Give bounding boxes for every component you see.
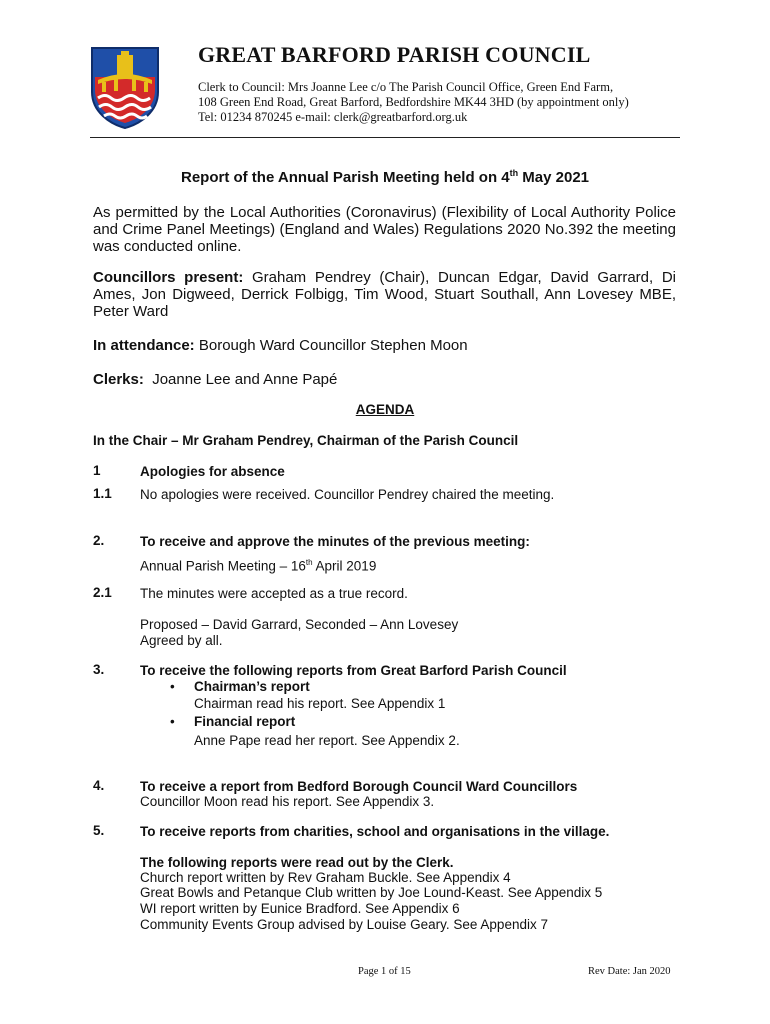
item-3-title: To receive the following reports from Great Barford Parish Council: [140, 663, 567, 678]
item-3-bullet-2-title: Financial report: [194, 714, 296, 729]
item-4-number: 4.: [93, 778, 105, 793]
item-2-number: 2.: [93, 533, 105, 548]
in-attendance: In attendance: Borough Ward Councillor Stephen Moon: [93, 337, 468, 354]
item-1-title: Apologies for absence: [140, 464, 285, 479]
parish-crest-logo: [90, 46, 160, 130]
council-name: GREAT BARFORD PARISH COUNCIL: [198, 42, 591, 67]
report-title: Report of the Annual Parish Meeting held on 4th May 2021: [180, 168, 590, 186]
item-2-1-number: 2.1: [93, 585, 112, 600]
revision-date: Rev Date: Jan 2020: [588, 966, 671, 977]
header-divider: [90, 137, 680, 138]
page-number: Page 1 of 15: [358, 966, 411, 977]
item-5-title: To receive reports from charities, school and organisations in the village.: [140, 824, 610, 839]
item-3-number: 3.: [93, 662, 105, 677]
item-5-line-4: Community Events Group advised by Louise Geary. See Appendix 7: [140, 917, 548, 932]
item-2-1-agreed: Agreed by all.: [140, 633, 223, 648]
councillors-present: Councillors present: Graham Pendrey (Chair), Duncan Edgar, David Garrard, Di Ames, Jon Digweed, Derrick Folbigg, Tim Wood, Stuart Southall, Ann Lovesey MBE, Peter Ward: [93, 269, 677, 320]
bullet-icon: •: [170, 679, 175, 694]
intro-paragraph: As permitted by the Local Authorities (Coronavirus) (Flexibility of Local Authority Police and Crime Panel Meetings) (England and Wales) Regulations 2020 No.392 the meeting was conducted online.: [93, 204, 676, 255]
item-1-number: 1: [93, 463, 101, 478]
clerks: Clerks: Joanne Lee and Anne Papé: [93, 371, 338, 388]
item-2-1-proposed: Proposed – David Garrard, Seconded – Ann Lovesey: [140, 617, 459, 632]
item-1-1-text: No apologies were received. Councillor Pendrey chaired the meeting.: [140, 487, 555, 502]
item-1-1-number: 1.1: [93, 486, 112, 501]
item-5-line-3: WI report written by Eunice Bradford. See Appendix 6: [140, 901, 460, 916]
item-5-subtitle: The following reports were read out by the Clerk.: [140, 855, 454, 870]
item-4-text: Councillor Moon read his report. See Appendix 3.: [140, 794, 435, 809]
chair-line: In the Chair – Mr Graham Pendrey, Chairman of the Parish Council: [93, 433, 519, 448]
item-2-title: To receive and approve the minutes of the previous meeting:: [140, 534, 530, 549]
item-2-1-text: The minutes were accepted as a true record.: [140, 586, 408, 601]
item-3-bullet-1-text: Chairman read his report. See Appendix 1: [194, 696, 446, 711]
item-2-subtitle: Annual Parish Meeting – 16th April 2019: [140, 558, 377, 574]
item-4-title: To receive a report from Bedford Borough Council Ward Councillors: [140, 779, 578, 794]
address-line-1: Clerk to Council: Mrs Joanne Lee c/o The Parish Council Office, Green End Farm,: [198, 80, 614, 94]
item-3-bullet-2-text: Anne Pape read her report. See Appendix 2.: [194, 733, 460, 748]
address-line-3: Tel: 01234 870245 e-mail: clerk@greatbarford.org.uk: [198, 110, 468, 124]
bullet-icon: •: [170, 714, 175, 729]
item-5-line-2: Great Bowls and Petanque Club written by Joe Lound-Keast. See Appendix 5: [140, 885, 603, 900]
item-5-number: 5.: [93, 823, 105, 838]
agenda-heading: AGENDA: [355, 402, 415, 417]
item-3-bullet-1-title: Chairman’s report: [194, 679, 310, 694]
item-5-line-1: Church report written by Rev Graham Buckle. See Appendix 4: [140, 870, 511, 885]
address-line-2: 108 Green End Road, Great Barford, Bedfordshire MK44 3HD (by appointment only): [198, 95, 629, 109]
